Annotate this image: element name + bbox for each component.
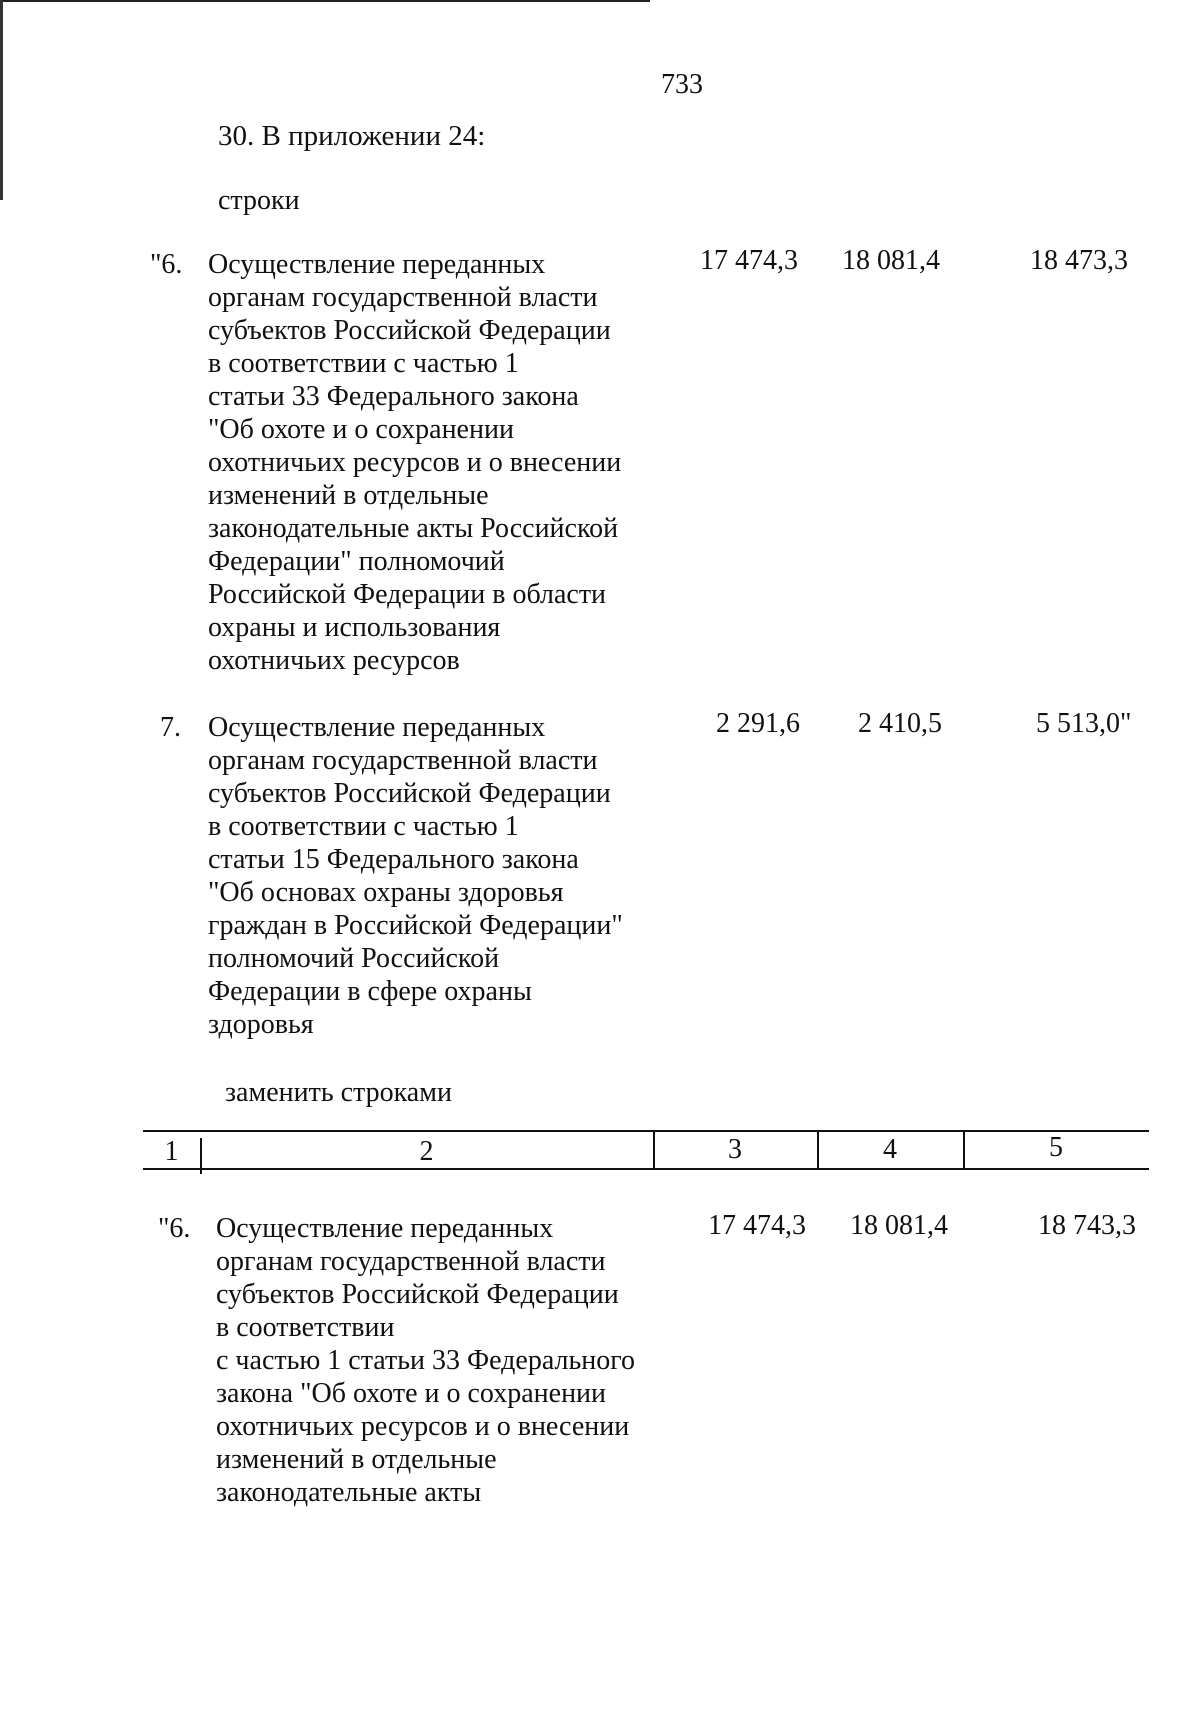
- value-col-4: 18 081,4: [850, 1210, 948, 1241]
- header-cell-1: 1: [164, 1136, 179, 1167]
- value-col-5: 5 513,0": [1036, 708, 1132, 739]
- value-col-3: 2 291,6: [716, 708, 800, 739]
- scan-left-edge: [0, 0, 3, 200]
- header-cell-5: 5: [1049, 1132, 1063, 1163]
- value-col-3: 17 474,3: [700, 245, 798, 276]
- row-description: Осуществление переданных органам государственной власти субъектов Российской Федерации в соответствии с частью 1 статьи 33 Федерального закона "Об охоте и о сохранении охотничьих ресурсов и о внесении изменений в отдельные законодательные акты Российской Федерации" полномочий Российской Федерации в области охраны и использования охотничьих ресурсов: [208, 249, 622, 676]
- page-number: 733: [661, 69, 703, 100]
- header-cell-3: 3: [728, 1134, 742, 1165]
- value-col-4: 2 410,5: [858, 708, 942, 739]
- replace-label: заменить строками: [225, 1077, 452, 1108]
- header-cell-2: 2: [419, 1136, 434, 1167]
- row-description: Осуществление переданных органам государственной власти субъектов Российской Федерации в соответствии с частью 1 статьи 15 Федерального закона "Об основах охраны здоровья граждан в Российской Федерации" полномочий Российской Федерации в сфере охраны здоровья: [208, 712, 623, 1040]
- value-col-3: 17 474,3: [708, 1210, 806, 1241]
- row-number: 7.: [160, 712, 181, 743]
- row-number: "6.: [150, 249, 183, 280]
- header-bottom-rule: [143, 1168, 1149, 1170]
- amendment-item-heading: 30. В приложении 24:: [218, 120, 486, 152]
- row-number: "6.: [158, 1213, 191, 1244]
- header-cell-4: 4: [883, 1134, 897, 1165]
- value-col-4: 18 081,4: [842, 245, 940, 276]
- value-col-5: 18 473,3: [1030, 245, 1128, 276]
- scan-top-edge: [0, 0, 650, 2]
- value-col-5: 18 743,3: [1038, 1210, 1136, 1241]
- lines-label: строки: [218, 185, 300, 216]
- row-description: Осуществление переданных органам государственной власти субъектов Российской Федерации в соответствии с частью 1 статьи 33 Федерального закона "Об охоте и о сохранении охотничьих ресурсов и о внесении изменений в отдельные законодательные акты: [216, 1213, 636, 1508]
